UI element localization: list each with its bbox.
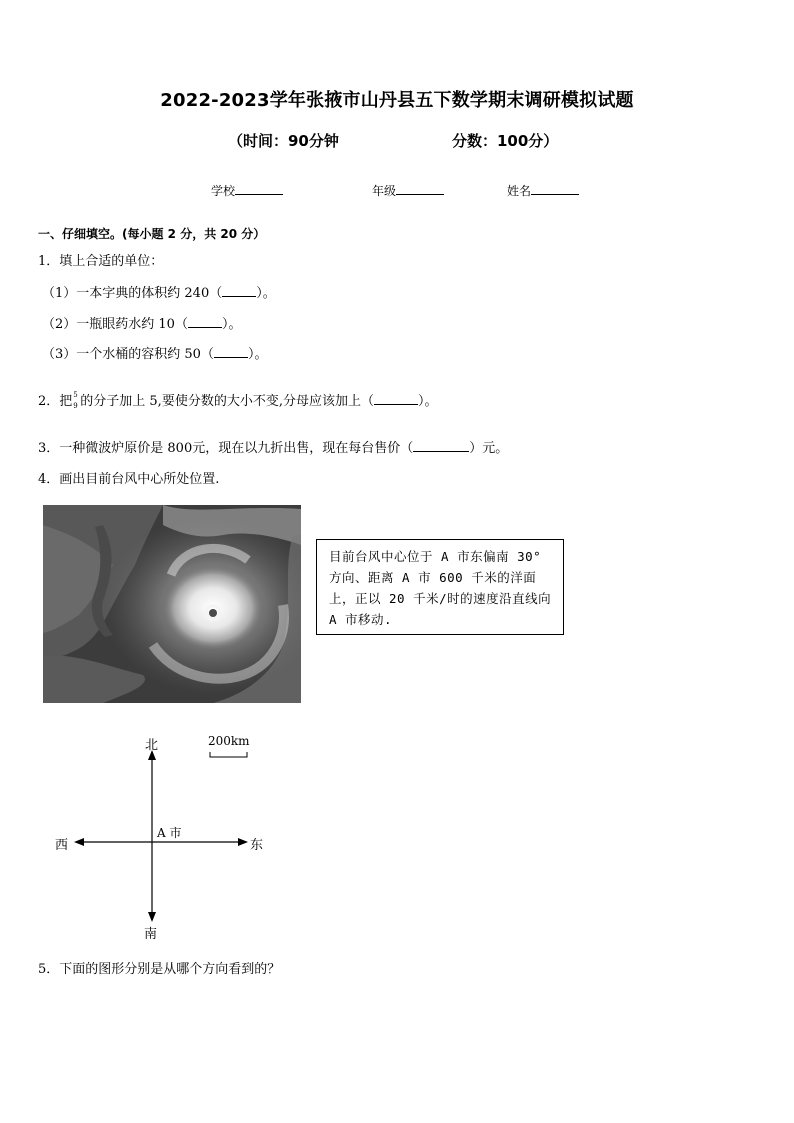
school-label: 学校: [211, 184, 236, 198]
south-label: 南: [144, 927, 158, 942]
q1-part-2-text: （2）一瓶眼药水约 10（: [42, 317, 188, 332]
q2-fraction: [72, 390, 80, 410]
q3: [38, 437, 508, 456]
q1-blank-2[interactable]: [188, 315, 222, 328]
compass-diagram: [40, 728, 280, 943]
q3-text-start: 3．一种微波炉原价是 800元，现在以九折出售，现在每台售价（: [38, 441, 414, 456]
exam-score: 分数：100分）: [452, 132, 559, 150]
q1-part-3: [42, 343, 267, 362]
q1-part-1-end: ）。: [256, 286, 276, 301]
name-blank[interactable]: [531, 183, 579, 195]
q2-fraction-numerator: 5: [73, 390, 78, 399]
scale-bar: [210, 752, 247, 757]
school-blank[interactable]: [235, 183, 283, 195]
name-label: 姓名: [507, 184, 532, 198]
q2-fraction-denominator: 9: [73, 401, 78, 410]
q4-stem: 4．画出目前台风中心所处位置.: [38, 472, 220, 487]
page-title: 2022-2023学年张掖市山丹县五下数学期末调研模拟试题: [160, 90, 634, 111]
q1-part-1: [42, 282, 276, 301]
south-arrow-icon: [148, 912, 156, 922]
scale-label: 200km: [208, 734, 250, 748]
q2-text-end: ）。: [417, 394, 438, 409]
q2-text-start: 2．把: [38, 394, 73, 409]
q5-stem: 5．下面的图形分别是从哪个方向看到的？: [38, 962, 281, 977]
city-a-label: A 市: [157, 826, 182, 840]
q1-blank-3[interactable]: [214, 345, 248, 358]
west-arrow-icon: [74, 838, 84, 846]
q1-part-2-end: ）。: [221, 317, 242, 332]
grade-label: 年级: [372, 184, 397, 198]
q3-blank[interactable]: [413, 439, 469, 452]
typhoon-satellite-image: [43, 505, 301, 703]
q2: [38, 390, 437, 409]
q1-part-1-text: （1）一本字典的体积约 240（: [42, 286, 223, 301]
q1-blank-1[interactable]: [222, 284, 256, 297]
q2-blank[interactable]: [374, 392, 418, 405]
grade-blank[interactable]: [396, 183, 444, 195]
q1-stem: 1．填上合适的单位：: [38, 254, 164, 269]
q2-text-mid: 的分子加上 5,要使分数的大小不变,分母应该加上（: [80, 394, 374, 409]
school-field: [211, 182, 283, 199]
q1-part-2: [42, 313, 241, 332]
exam-time: （时间：90分钟: [228, 132, 339, 150]
q1-part-3-end: ）。: [247, 347, 268, 362]
q1-part-3-text: （3）一个水桶的容积约 50（: [42, 347, 214, 362]
east-arrow-icon: [238, 838, 248, 846]
name-field: [507, 182, 579, 199]
north-label: 北: [145, 738, 159, 753]
west-label: 西: [55, 838, 69, 853]
q3-text-end: ）元。: [469, 441, 509, 456]
section-heading: 一、仔细填空。(每小题 2 分，共 20 分）: [38, 227, 266, 241]
grade-field: [372, 182, 444, 199]
east-label: 东: [250, 838, 264, 853]
typhoon-note: 目前台风中心位于 A 市东偏南 30°方向、距离 A 市 600 千米的洋面上，正以 20 千米/时的速度沿直线向 A 市移动.: [316, 539, 564, 635]
